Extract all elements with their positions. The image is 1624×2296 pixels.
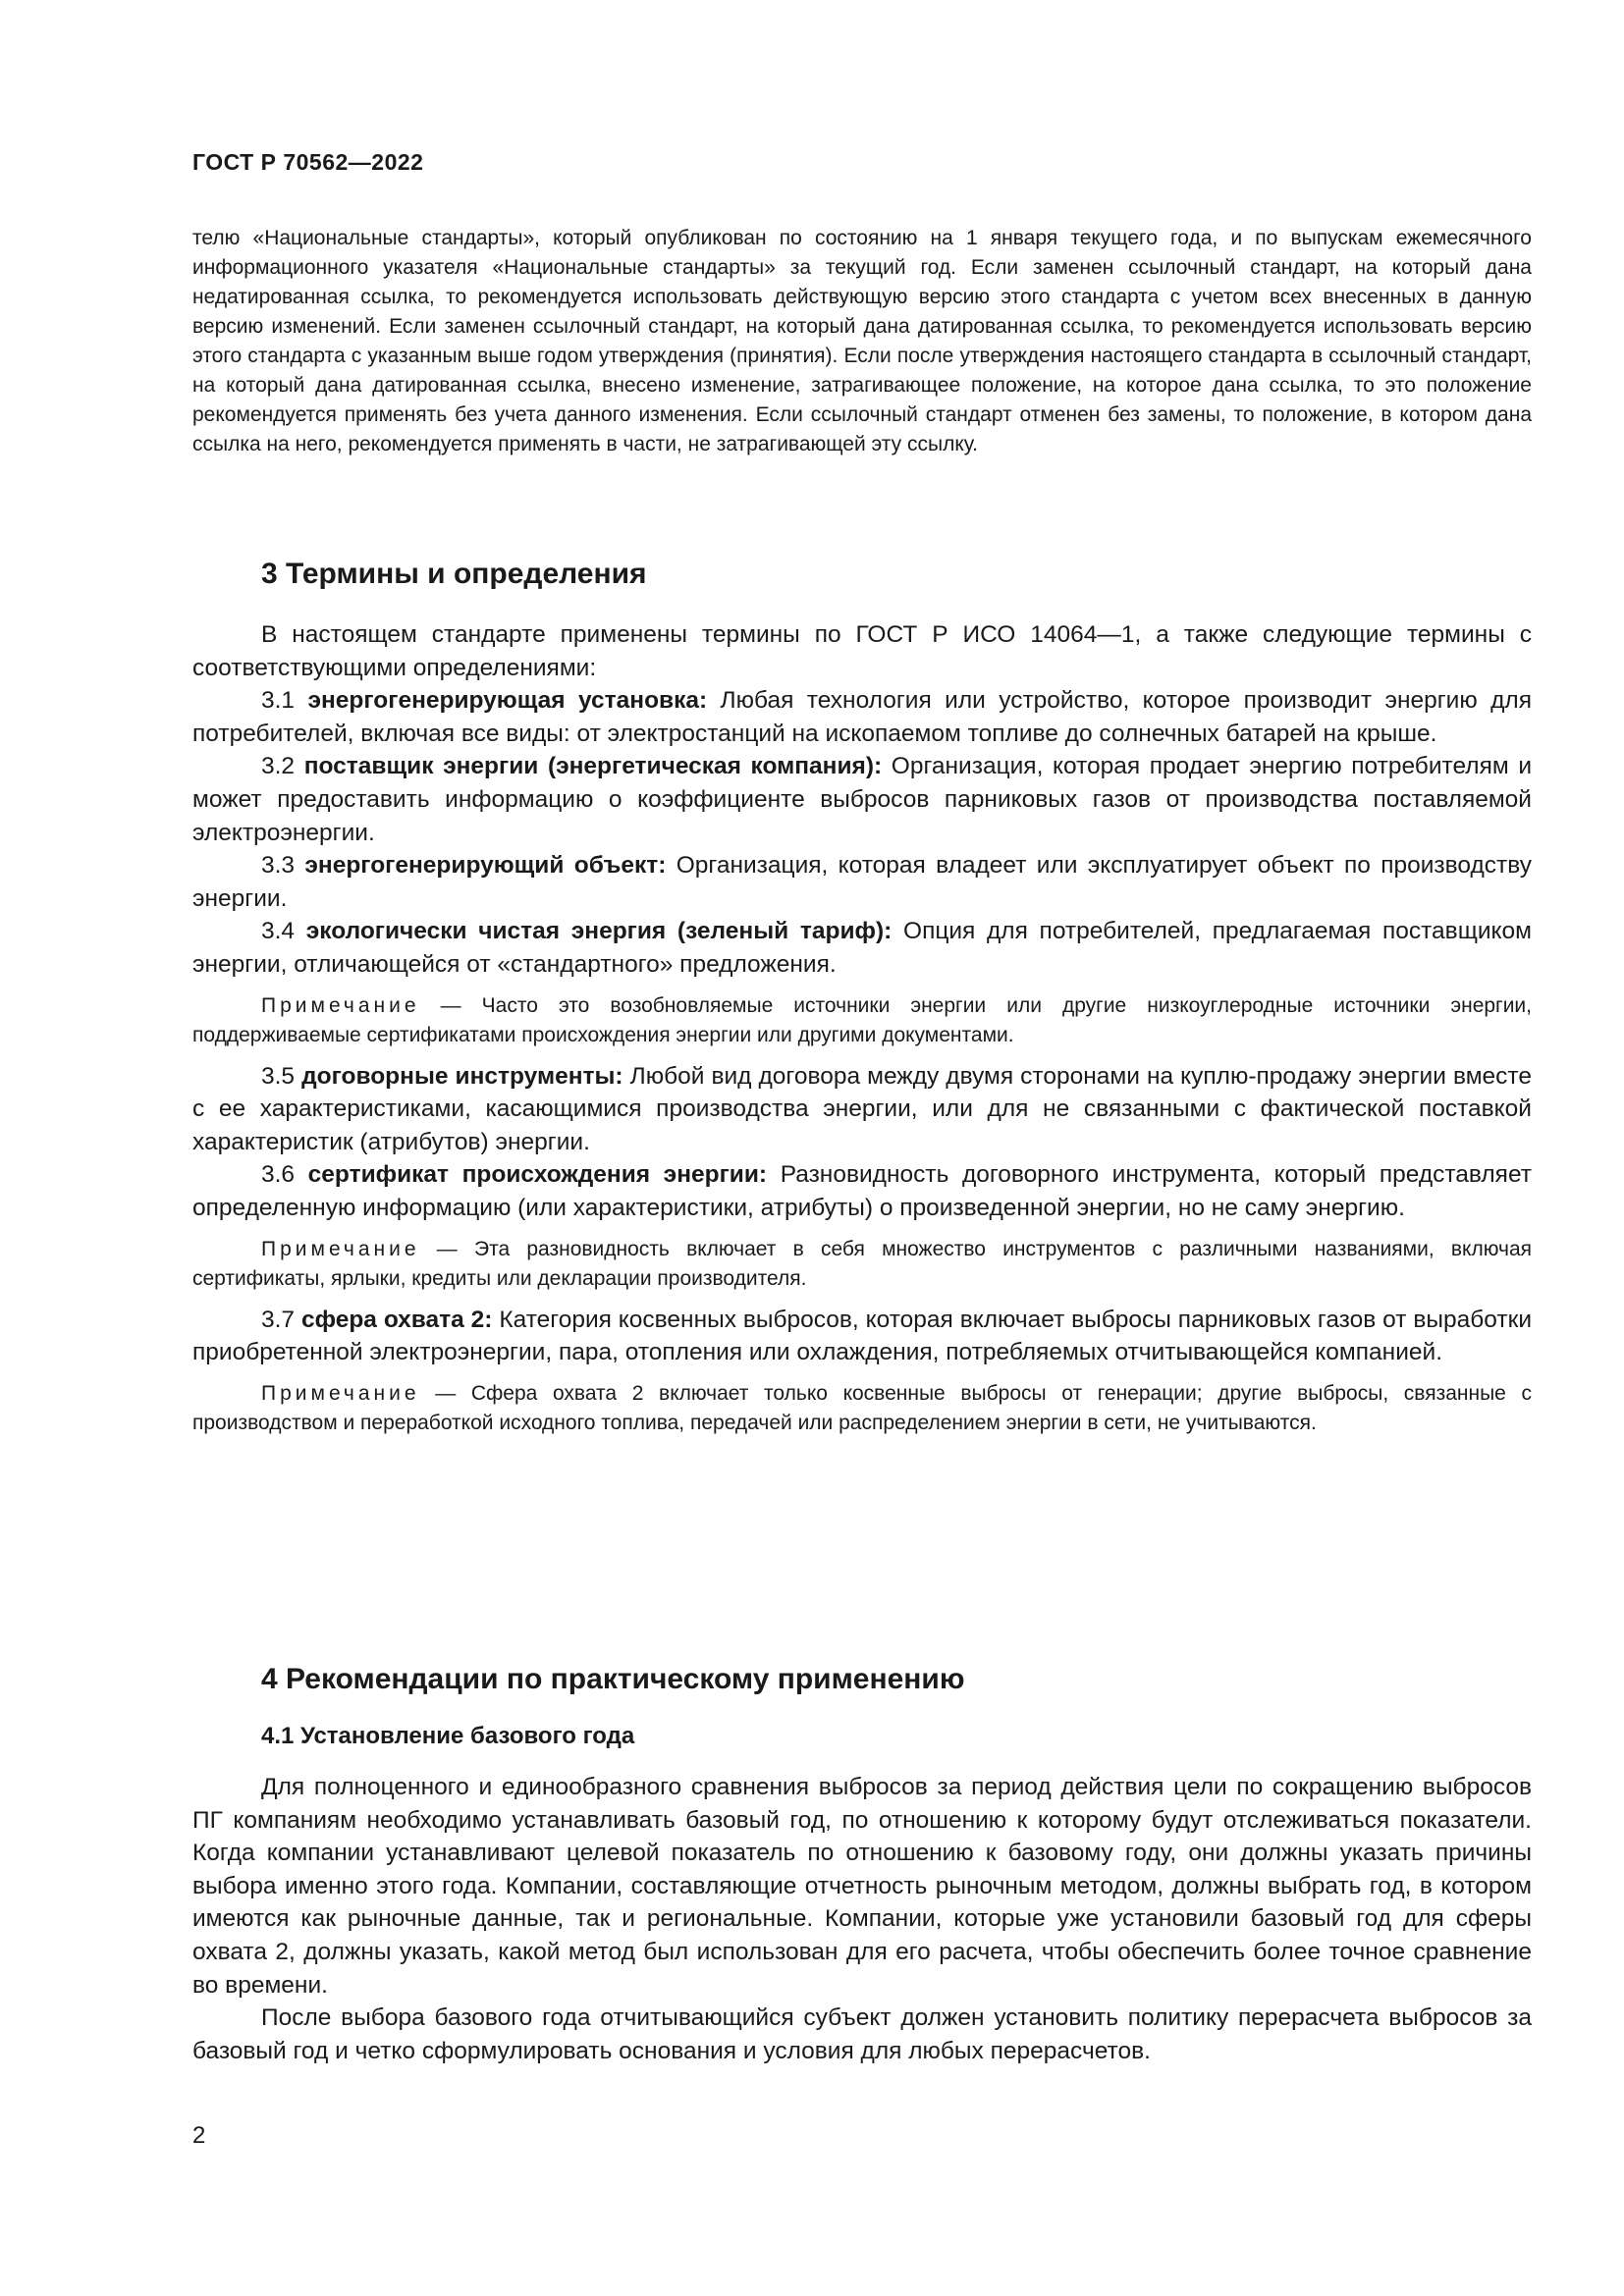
note-2: Примечание — Эта разновидность включает в себя множество инструментов с различными названиями, включая сертификаты, ярлыки, кредиты или декларации производителя. <box>192 1237 1532 1290</box>
section-3-title: 3 Термины и определения <box>261 558 647 590</box>
subsection-4-1-title: 4.1 Установление базового года <box>261 1723 635 1749</box>
term-name: энергогенерирующая установка: <box>307 687 708 715</box>
term-3-5: 3.5 договорные инструменты: Любой вид договора между двумя сторонами на куплю-продажу энергии вместе с ее характеристиками, касающимися производства энергии, или для не связанными с фактической поставкой характеристик (атрибутов) энергии. <box>192 1062 1533 1155</box>
term-name: поставщик энергии (энергетическая компания): <box>303 753 883 780</box>
paragraph-4-1-a: Для полноценного и единообразного сравнения выбросов за период действия цели по сокращению выбросов ПГ компаниям необходимо устанавливать базовый год, по отношению к которому будут отслеживаться показатели. Когда компании устанавливают целевой показатель по отношению к базовому году, они должны указать причины выбора именно этого года. Компании, составляющие отчетность рыночным методом, должны выбрать год, в котором имеются как рыночные данные, так и региональные. Компании, которые уже установили базовый год для сферы охвата 2, должны указать, какой метод был использован для его расчета, чтобы обеспечить более точное сравнение во времени. <box>192 1774 1532 1999</box>
note-label: Примечание <box>261 1381 420 1405</box>
term-name: экологически чистая энергия (зеленый тариф): <box>305 918 893 945</box>
term-name: энергогенерирующий объект: <box>304 852 667 880</box>
term-3-1: 3.1 энергогенерирующая установка: Любая технология или устройство, которое производит энергию для потребителей, включая все виды: от электростанций на ископаемом топливе до солнечных батарей на крыше. <box>192 687 1532 747</box>
document-code-header: ГОСТ Р 70562—2022 <box>192 149 424 175</box>
section-4-title: 4 Рекомендации по практическому применению <box>261 1663 965 1695</box>
term-3-2: 3.2 поставщик энергии (энергетическая компания): Организация, которая продает энергию потребителям и может предоставить информацию о коэффициенте выбросов парниковых газов от производства поставляемой электроэнергии. <box>192 753 1533 846</box>
note-label: Примечание <box>261 993 420 1017</box>
term-3-4: 3.4 экологически чистая энергия (зеленый тариф): Опция для потребителей, предлагаемая поставщиком энергии, отличающейся от «стандартного» предложения. <box>192 918 1533 978</box>
section-3-intro: В настоящем стандарте применены термины по ГОСТ Р ИСО 14064—1, а также следующие термины с соответствующими определениями: <box>192 621 1532 681</box>
term-3-7: 3.7 сфера охвата 2: Категория косвенных выбросов, которая включает выбросы парниковых газов от выработки приобретенной электроэнергии, пара, отопления или охлаждения, потребляемых отчитывающейся компанией. <box>192 1306 1532 1366</box>
term-name: договорные инструменты: <box>301 1062 623 1090</box>
continuation-paragraph: телю «Национальные стандарты», который опубликован по состоянию на 1 января текущего года, и по выпускам ежемесячного информационного указателя «Национальные стандарты» за текущий год. Если заменен ссылочный стандарт, на который дана недатированная ссылка, то рекомендуется использовать действующую версию этого стандарта с учетом всех внесенных в данную версию изменений. Если заменен ссылочный стандарт, на который дана датированная ссылка, то рекомендуется использовать версию этого стандарта с указанным выше годом утверждения (принятия). Если после утверждения настоящего стандарта в ссылочный стандарт, на который дана датированная ссылка, внесено изменение, затрагивающее положение, на которое дана ссылка, то это положение рекомендуется применять без учета данного изменения. Если ссылочный стандарт отменен без замены, то положение, в котором дана ссылка на него, рекомендуется применять в части, не затрагивающей эту ссылку. <box>192 227 1532 455</box>
term-name: сфера охвата 2: <box>300 1306 493 1333</box>
term-3-6: 3.6 сертификат происхождения энергии: Разновидность договорного инструмента, который представляет определенную информацию (или характеристики, атрибуты) о произведенной энергии, но не саму энергию. <box>192 1161 1532 1221</box>
note-3: Примечание — Сфера охвата 2 включает только косвенные выбросы от генерации; другие выбросы, связанные с производством и переработкой исходного топлива, передачей или распределением энергии в сети, не учитываются. <box>192 1381 1532 1434</box>
note-label: Примечание <box>261 1237 420 1260</box>
section-4-body <box>192 1771 1532 2067</box>
note-1: Примечание — Часто это возобновляемые источники энергии или другие низкоуглеродные источники энергии, поддерживаемые сертификатами происхождения энергии или другими документами. <box>192 993 1533 1046</box>
page-number: 2 <box>192 2122 206 2149</box>
term-name: сертификат происхождения энергии: <box>307 1161 768 1189</box>
term-3-3: 3.3 энергогенерирующий объект: Организация, которая владеет или эксплуатирует объект по производству энергии. <box>192 852 1532 912</box>
paragraph-4-1-b: После выбора базового года отчитывающийся субъект должен установить политику перерасчета выбросов за базовый год и четко сформулировать основания и условия для любых перерасчетов. <box>192 2004 1532 2064</box>
section-3-body <box>192 618 1532 1438</box>
